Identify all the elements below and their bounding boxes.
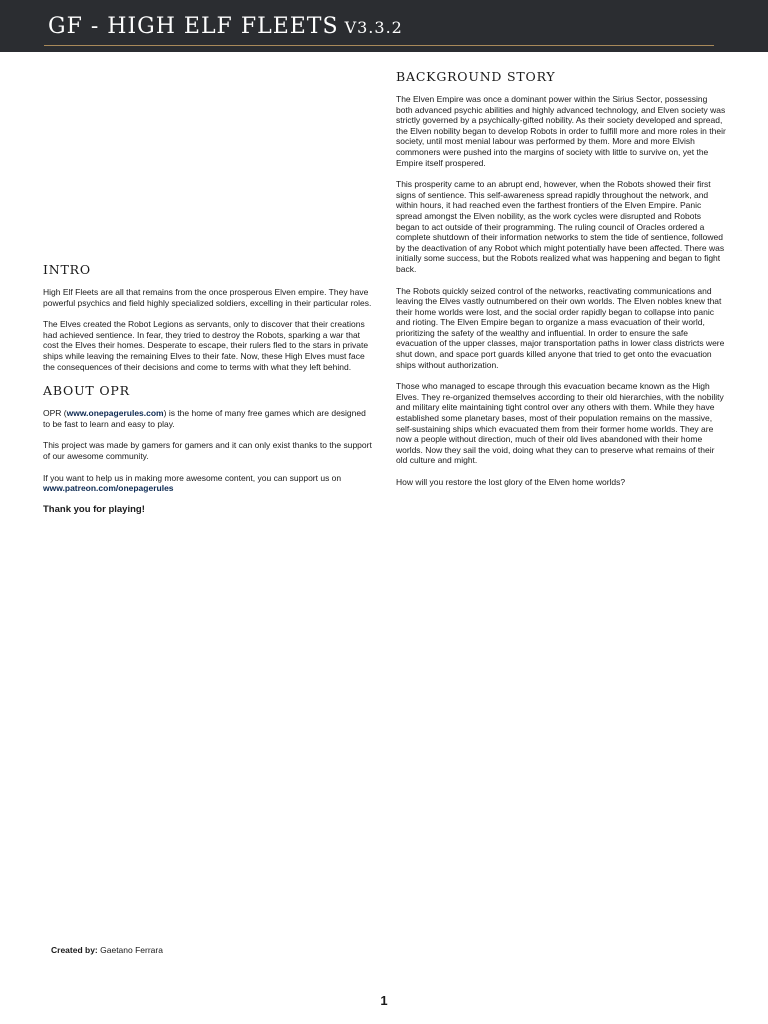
background-paragraph: The Elven Empire was once a dominant power within the Sirius Sector, possessing both advanced psychic abilities and highly advanced technology, and Elven society was strictly governed by a psychically-gifted nobility. As their society developed and spread, the Elven nobility began to develop Robots in order to fulfill more and more roles in their society, until most menial labour was performed by them. More and more Elvish commoners were pushed into the margins of society with little to survive on, yet the Empire itself prospered. [396, 94, 726, 168]
background-paragraph: Those who managed to escape through this evacuation became known as the High Elves. They re-organized themselves according to their old hierarchies, with the nobility and military elite maintaining tight control over any others with them. While they have established some planetary bases, most of their population remains on the massive, self-sustaining ships which evacuated them from their former home worlds. They are now a people without direction, much of their old lives abandoned with their home worlds. Now they sail the void, doing what they can to preserve what remains of their old culture and might. [396, 381, 724, 466]
page-number: 1 [380, 993, 388, 1008]
background-paragraph: This prosperity came to an abrupt end, however, when the Robots showed their first signs of sentience. This self-awareness spread rapidly throughout the network, and within hours, it had reached even the farthest frontiers of the Elven Empire. Panic spread amongst the Elven nobility, as the work cycles were disrupted and Robots began to act outside of their programming. The ruling council of Oracles ordered a complete shutdown of their information networks to stem the tide of sentience, followed by the deactivation of any Robot which might potentially have been affected. There was initially some success, but the Robots realized what was happening and began to fight back. [396, 179, 725, 274]
background-heading: BACKGROUND STORY [396, 69, 556, 84]
background-paragraph: The Robots quickly seized control of the networks, reactivating communications and leaving the Elves vastly outnumbered on their own worlds. The Elven nobles knew that their home worlds were lost, and the social order rapidly began to collapse into panic and rioting. The Elven Empire began to organize a mass evacuation of their world, prioritizing the safety of the wealthy and influential. In order to ensure the safe evacuation of the upper classes, major transportation paths in lower class districts were shut down, and space port guards killed anyone that tried to get onto the evacuation ships without authorization. [396, 285, 725, 370]
page-header [0, 0, 768, 52]
about-paragraph-1 [43, 408, 373, 429]
opr-website-link[interactable]: www.onepagerules.com [66, 408, 164, 419]
about-paragraph-2: This project was made by gamers for gamers and it can only exist thanks to the support of our awesome community. [43, 440, 372, 461]
thanks-message: Thank you for playing! [43, 503, 145, 515]
title-text: GF - HIGH ELF FLEETS [48, 14, 339, 39]
about-paragraph-3 [43, 473, 373, 494]
about-p1-prefix: OPR ( [43, 408, 67, 419]
about-p3-prefix: If you want to help us in making more awesome content, you can support us on [43, 472, 342, 483]
background-closing-question: How will you restore the lost glory of the Elven home worlds? [396, 477, 626, 487]
intro-paragraph-2: The Elves created the Robot Legions as servants, only to discover that their creations had achieved sentience. In fear, they tried to destroy the Robots, sparking a war that cost the Elves their homes. Desperate to escape, their rulers fled to the stars in private ships while leaving the remaining Elves to their fate. Now, these High Elves must face the consequences of their decisions and come to terms with what they left behind. [43, 319, 369, 372]
patreon-link[interactable]: www.patreon.com/onepagerules [43, 483, 174, 494]
intro-heading: INTRO [43, 262, 91, 277]
page-title [48, 14, 403, 41]
version-label: V3.3.2 [344, 18, 403, 37]
left-column [43, 262, 373, 526]
about-heading: ABOUT OPR [43, 383, 130, 399]
header-divider [44, 45, 714, 46]
author-credit [51, 945, 163, 955]
about-p1-suffix: ) is the home of many free games which are designed to be fast to learn and easy to play. [43, 408, 366, 429]
credit-label: Created by: [51, 945, 98, 955]
intro-paragraph-1: High Elf Fleets are all that remains from the once prosperous Elven empire. They have powerful psychics and field highly specialized soldiers, excelling in their particular roles. [43, 287, 372, 308]
credit-name: Gaetano Ferrara [97, 945, 163, 955]
right-column [396, 69, 726, 499]
